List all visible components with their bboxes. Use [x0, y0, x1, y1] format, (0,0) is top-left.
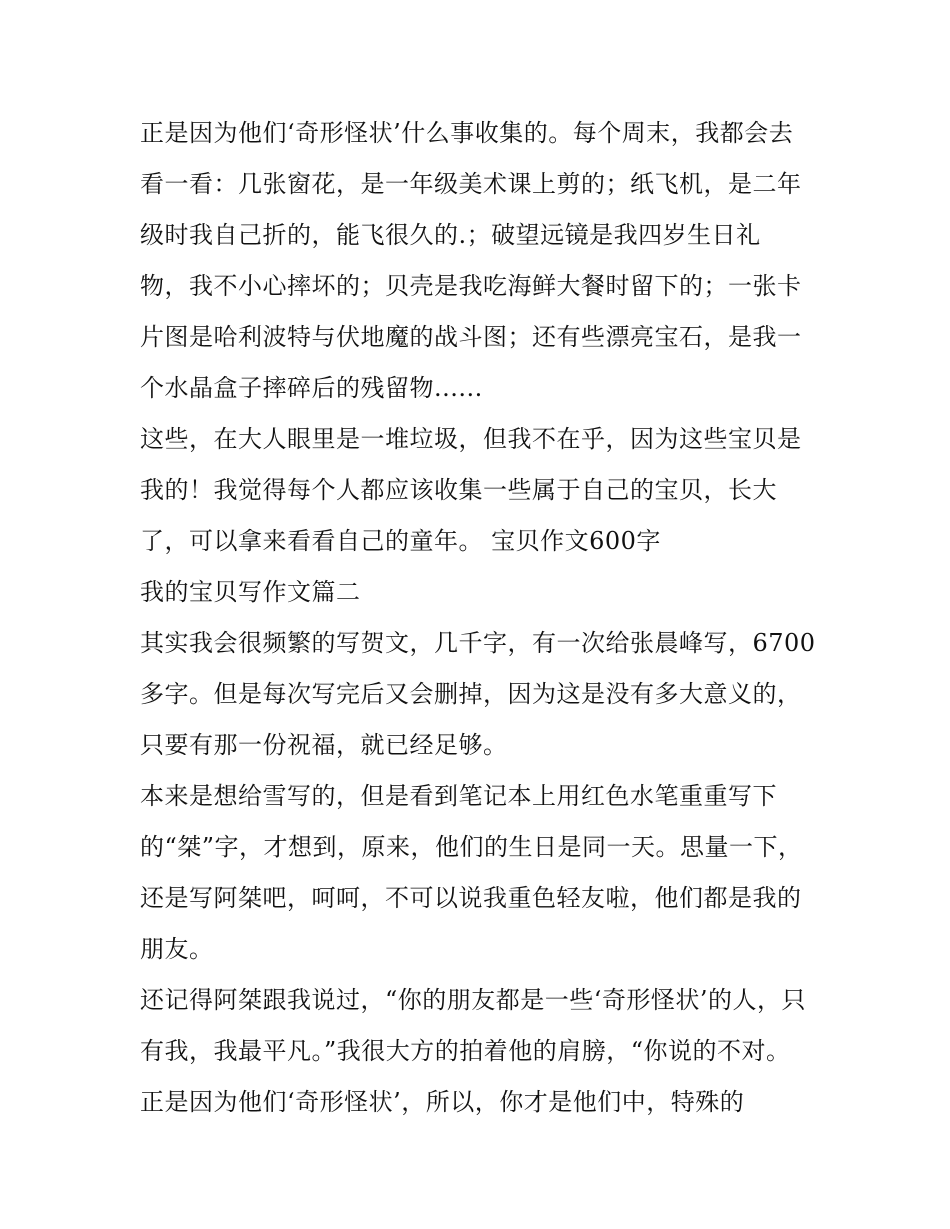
text-line: 只要有那一份祝福，就已经足够。 [140, 731, 508, 759]
text-line: 级时我自己折的，能飞很久的.；破望远镜是我四岁生日礼 [140, 221, 761, 249]
text-line: 朋友。 [140, 935, 214, 963]
section-heading: 我的宝贝写作文篇二 [140, 578, 361, 606]
text-line: 有我，我最平凡。”我很大方的拍着他的肩膀，“你说的不对。 [140, 1037, 791, 1065]
text-line: 我的！我觉得每个人都应该收集一些属于自己的宝贝，长大 [140, 476, 777, 504]
text-line: 这些，在大人眼里是一堆垃圾，但我不在乎，因为这些宝贝是 [140, 425, 802, 453]
text-line: 的“桀”字，才想到，原来，他们的生日是同一天。思量一下， [140, 833, 803, 861]
text-line: 正是因为他们‘奇形怪状’什么事收集的。每个周末，我都会去 [140, 119, 794, 147]
document-body [140, 108, 820, 1128]
text-line: 多字。但是每次写完后又会删掉，因为这是没有多大意义的， [140, 680, 802, 708]
text-line: 了，可以拿来看看自己的童年。 宝贝作文600字 [140, 527, 661, 555]
text-line: 个水晶盒子摔碎后的残留物...... [140, 374, 483, 402]
text-line: 还是写阿桀吧，呵呵，不可以说我重色轻友啦，他们都是我的 [140, 884, 802, 912]
text-line: 正是因为他们‘奇形怪状’，所以，你才是他们中，特殊的 [140, 1088, 745, 1116]
text-line: 还记得阿桀跟我说过，“你的朋友都是一些‘奇形怪状’的人，只 [140, 986, 807, 1014]
text-line: 物，我不小心摔坏的；贝壳是我吃海鲜大餐时留下的；一张卡 [140, 272, 802, 300]
text-line: 看一看：几张窗花，是一年级美术课上剪的；纸飞机，是二年 [140, 170, 802, 198]
text-line: 本来是想给雪写的，但是看到笔记本上用红色水笔重重写下 [140, 782, 777, 810]
text-line: 片图是哈利波特与伏地魔的战斗图；还有些漂亮宝石，是我一 [140, 323, 802, 351]
text-line: 其实我会很频繁的写贺文，几千字，有一次给张晨峰写，6700 [140, 629, 816, 657]
